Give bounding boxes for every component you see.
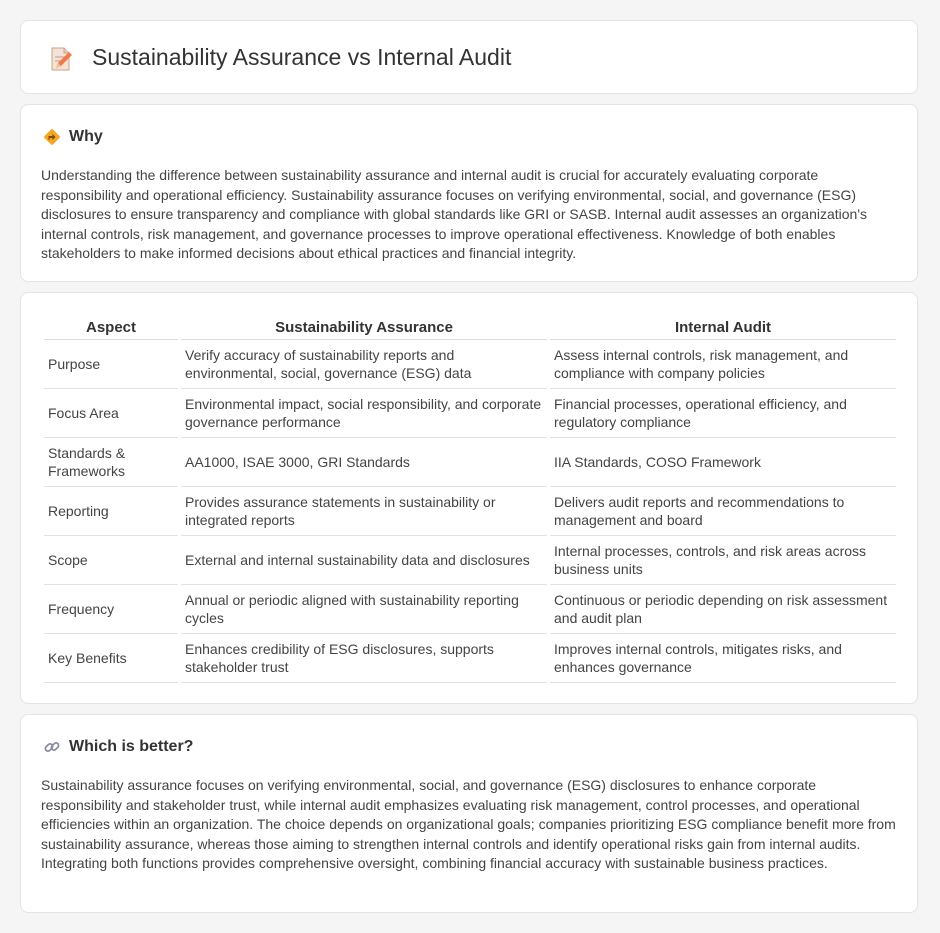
why-heading: [43, 128, 103, 146]
better-heading: [43, 738, 193, 756]
table-row: [44, 487, 896, 536]
internal-audit-cell: Improves internal controls, mitigates risks, and enhances governance: [550, 634, 896, 683]
comparison-card: [20, 292, 918, 704]
aspect-cell: Purpose: [44, 340, 178, 389]
aspect-cell: Frequency: [44, 585, 178, 634]
sustainability-cell: External and internal sustainability data and disclosures: [181, 536, 547, 585]
aspect-cell: Scope: [44, 536, 178, 585]
better-text: Sustainability assurance focuses on verifying environmental, social, and governance (ESG) disclosures to enhance corporate responsibility and stakeholder trust, while internal audit emphasizes evaluating risk management, control processes, and operational efficiencies within an organization. The choice depends on organizational goals; companies prioritizing ESG compliance benefit more from sustainability assurance, whereas those aiming to strengthen internal controls and identify operational risks gain from internal audits. Integrating both functions provides comprehensive oversight, combining financial accuracy with sustainable business practices.: [41, 777, 896, 871]
why-section: [20, 104, 918, 282]
aspect-cell: Standards & Frameworks: [44, 438, 178, 487]
table-row: [44, 389, 896, 438]
aspect-cell: Reporting: [44, 487, 178, 536]
comparison-table: [41, 315, 899, 683]
aspect-cell: Key Benefits: [44, 634, 178, 683]
document-pencil-icon: [47, 45, 75, 73]
table-row: [44, 438, 896, 487]
internal-audit-cell: Assess internal controls, risk management, and compliance with company policies: [550, 340, 896, 389]
table-row: [44, 340, 896, 389]
table-row: [44, 536, 896, 585]
sustainability-cell: Verify accuracy of sustainability reports and environmental, social, governance (ESG) data: [181, 340, 547, 389]
header-card: [20, 20, 918, 94]
internal-audit-cell: IIA Standards, COSO Framework: [550, 438, 896, 487]
aspect-cell: Focus Area: [44, 389, 178, 438]
link-icon: [43, 738, 61, 756]
page-title: Sustainability Assurance vs Internal Audit: [92, 44, 512, 70]
table-header-row: [44, 315, 896, 340]
header-aspect: Aspect: [44, 315, 178, 340]
sustainability-cell: Provides assurance statements in sustainability or integrated reports: [181, 487, 547, 536]
internal-audit-cell: Continuous or periodic depending on risk assessment and audit plan: [550, 585, 896, 634]
why-text: Understanding the difference between sustainability assurance and internal audit is crucial for accurately evaluating corporate responsibility and operational efficiency. Sustainability assurance focuses on verifying environmental, social, and governance (ESG) disclosures to ensure transparency and compliance with global standards like GRI or SASB. Internal audit assesses an organization's internal controls, risk management, and governance processes to improve operational effectiveness. Knowledge of both enables stakeholders to make informed decisions about ethical practices and financial integrity.: [41, 167, 867, 261]
sustainability-cell: Enhances credibility of ESG disclosures, supports stakeholder trust: [181, 634, 547, 683]
diamond-signpost-icon: [43, 128, 61, 146]
header-internal-audit: Internal Audit: [550, 315, 896, 340]
why-title: Why: [69, 128, 103, 145]
internal-audit-cell: Delivers audit reports and recommendations to management and board: [550, 487, 896, 536]
internal-audit-cell: Financial processes, operational efficiency, and regulatory compliance: [550, 389, 896, 438]
sustainability-cell: AA1000, ISAE 3000, GRI Standards: [181, 438, 547, 487]
internal-audit-cell: Internal processes, controls, and risk areas across business units: [550, 536, 896, 585]
sustainability-cell: Annual or periodic aligned with sustainability reporting cycles: [181, 585, 547, 634]
better-title: Which is better?: [69, 738, 194, 755]
table-row: [44, 634, 896, 683]
sustainability-cell: Environmental impact, social responsibility, and corporate governance performance: [181, 389, 547, 438]
which-is-better-section: [20, 714, 918, 913]
table-row: [44, 585, 896, 634]
header-sustainability-assurance: Sustainability Assurance: [181, 315, 547, 340]
